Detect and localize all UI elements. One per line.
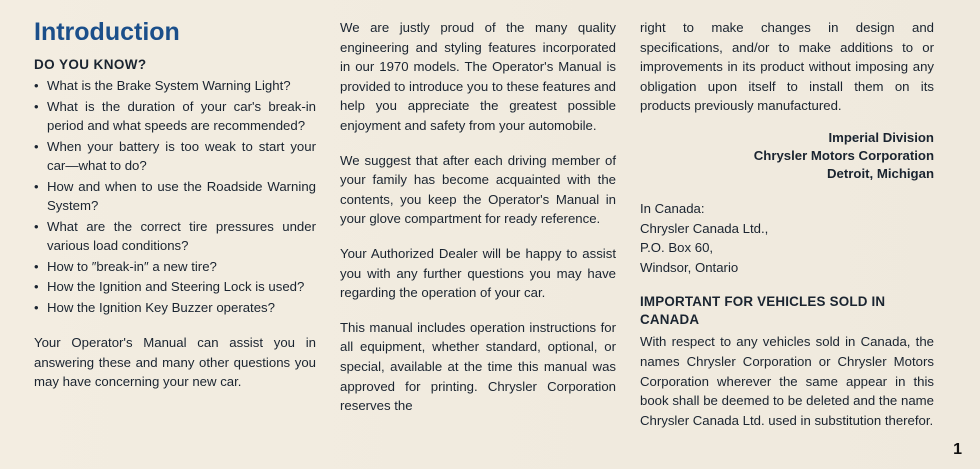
do-you-know-heading: DO YOU KNOW? bbox=[34, 57, 147, 72]
paragraph: We are justly proud of the many quality engineering and styling features incorporated in our 1970 models. The Operator's Manual is provided to introduce you to these features and help you appreciate the greatest possible enjoyment and safety from your automobile. bbox=[340, 20, 616, 133]
page-title: Introduction bbox=[34, 18, 180, 46]
paragraph: Your Authorized Dealer will be happy to assist you with any further questions you may have regarding the operation of your car. bbox=[340, 245, 616, 301]
list-item: • What is the Brake System Warning Light? bbox=[34, 76, 316, 96]
column-right bbox=[634, 18, 934, 453]
page-number: 1 bbox=[953, 441, 962, 458]
list-item: • How the Ignition and Steering Lock is used? bbox=[34, 277, 316, 297]
list-item: • What are the correct tire pressures under various load conditions? bbox=[34, 217, 316, 256]
three-column-layout bbox=[34, 18, 946, 453]
address-line: Chrysler Canada Ltd., bbox=[640, 220, 769, 236]
paragraph: We suggest that after each driving member of your family has become acquainted with the contents, you keep the Operator's Manual in your glove compartment for ready reference. bbox=[340, 152, 616, 227]
paragraph: This manual includes operation instructions for all equipment, whether standard, optional, or special, available at the time this manual was approved for printing. Chrysler Corporation reserves the bbox=[340, 319, 616, 414]
list-item: • How to ″break-in″ a new tire? bbox=[34, 257, 316, 277]
list-item: • How and when to use the Roadside Warning System? bbox=[34, 177, 316, 216]
address-line: P.O. Box 60, bbox=[640, 240, 714, 256]
signature-block bbox=[640, 129, 934, 183]
question-list bbox=[34, 76, 316, 317]
list-item: • When your battery is too weak to start your car—what to do? bbox=[34, 137, 316, 176]
canada-address-block bbox=[640, 199, 934, 277]
closing-paragraph: Your Operator's Manual can assist you in answering these and many other questions you may have concerning your new car. bbox=[34, 335, 316, 390]
address-line: In Canada: bbox=[640, 200, 705, 216]
signature-line: Chrysler Motors Corporation bbox=[753, 147, 934, 163]
column-middle bbox=[334, 18, 634, 453]
list-item: • What is the duration of your car's break-in period and what speeds are recommended? bbox=[34, 97, 316, 136]
signature-line: Imperial Division bbox=[828, 129, 934, 145]
column-left bbox=[34, 18, 334, 453]
canada-callout-body: With respect to any vehicles sold in Canada, the names Chrysler Corporation or Chrysler Motors Corporation wherever the same appear in this book shall be deemed to be deleted and the name Chrysler Canada Ltd. used in substitution therefor. bbox=[640, 334, 934, 428]
canada-callout-heading: IMPORTANT FOR VEHICLES SOLD IN CANADA bbox=[640, 294, 886, 328]
address-line: Windsor, Ontario bbox=[640, 259, 739, 275]
signature-line: Detroit, Michigan bbox=[827, 165, 934, 181]
list-item: • How the Ignition Key Buzzer operates? bbox=[34, 298, 316, 318]
continuation-paragraph: right to make changes in design and specifications, and/or to make additions to or improvements in its product without imposing any obligation upon itself to install them on its products previously manufactured. bbox=[640, 20, 934, 114]
